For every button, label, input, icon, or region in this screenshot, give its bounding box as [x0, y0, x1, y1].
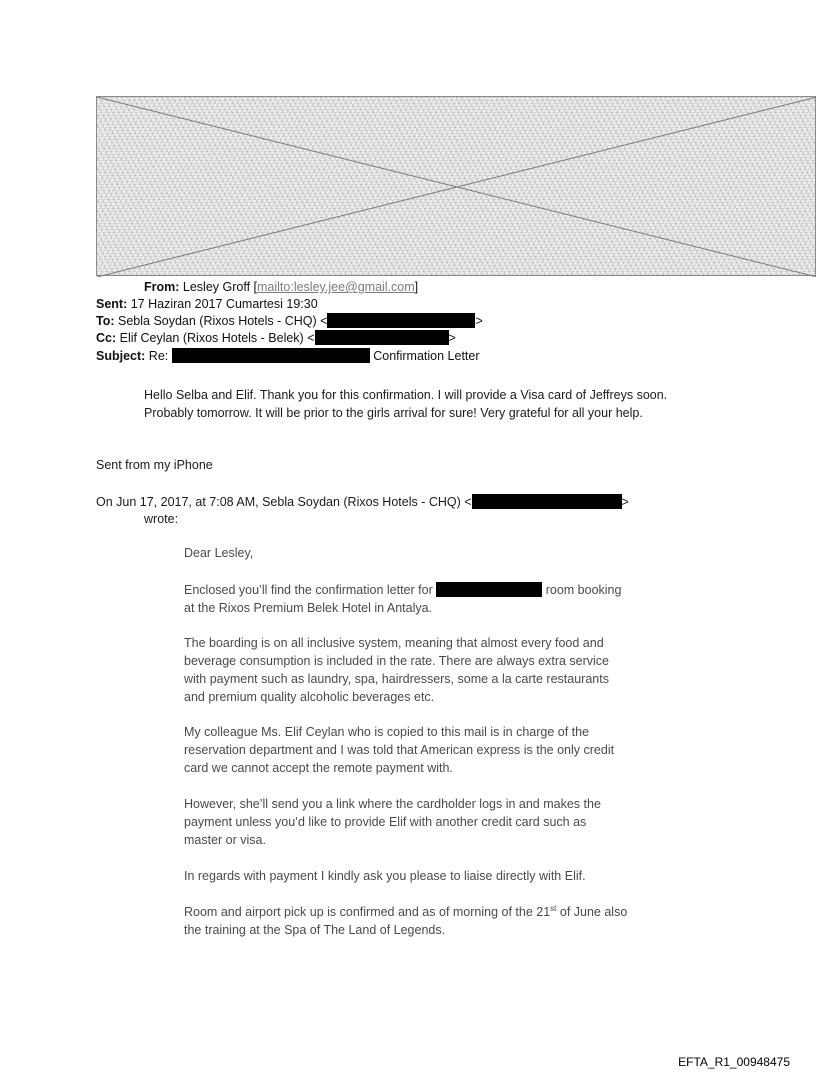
to-line [96, 313, 483, 329]
redaction-box [436, 582, 542, 597]
from-close: ] [414, 280, 419, 294]
p6-end: of June also the training at the Spa of The Land of Legends. [184, 905, 628, 937]
from-label: From: [144, 280, 180, 294]
quoted-paragraph-6 [184, 903, 634, 939]
image-placeholder [96, 96, 816, 276]
document-id: EFTA_R1_00948475 [678, 1055, 790, 1069]
quoted-greeting: Dear Lesley, [184, 546, 254, 560]
quote-intro-close: > [621, 495, 629, 509]
from-name: Lesley Groff [ [182, 280, 258, 294]
sent-value: 17 Haziran 2017 Cumartesi 19:30 [130, 297, 318, 311]
subject-value: Re: [148, 349, 169, 363]
cc-value: Elif Ceylan (Rixos Hotels - Belek) < [119, 331, 315, 345]
missing-image-placeholder-icon [97, 97, 816, 277]
from-email-link[interactable]: mailto:lesley.jee@gmail.com [257, 280, 415, 294]
redaction-box [327, 313, 475, 328]
signature: Sent from my iPhone [96, 458, 213, 472]
p6-superscript: st [550, 903, 557, 913]
quoted-paragraph-1 [184, 581, 624, 617]
p6-start: Room and airport pick up is confirmed and as of morning of the 21 [184, 905, 551, 919]
from-line [144, 279, 418, 295]
quote-intro [96, 494, 629, 510]
to-value: Sebla Soydan (Rixos Hotels - CHQ) < [118, 314, 328, 328]
quoted-paragraph-2: The boarding is on all inclusive system, meaning that almost every food and beverage consumption is included in the rate. There are always extra service with payment such as laundry, spa, hairdressers, some a la carte restaurants and premium quality alcoholic beverages etc. [184, 636, 609, 704]
quote-wrote: wrote: [144, 512, 179, 526]
to-close: > [475, 314, 483, 328]
subject-label: Subject: [96, 349, 146, 363]
to-label: To: [96, 314, 115, 328]
p1-end: room booking at the Rixos Premium Belek Hotel in Antalya. [184, 583, 622, 615]
subject-line [96, 348, 480, 364]
cc-label: Cc: [96, 331, 117, 345]
quote-intro-text: On Jun 17, 2017, at 7:08 AM, Sebla Soydan (Rixos Hotels - CHQ) < [96, 495, 472, 509]
quoted-paragraph-4: However, she’ll send you a link where the cardholder logs in and makes the payment unless you’d like to provide Elif with another credit card such as master or visa. [184, 797, 601, 847]
quoted-paragraph-5: In regards with payment I kindly ask you please to liaise directly with Elif. [184, 869, 586, 883]
sent-line [96, 296, 318, 312]
subject-suffix: Confirmation Letter [373, 349, 480, 363]
cc-line [96, 330, 456, 346]
reply-body: Hello Selba and Elif. Thank you for this confirmation. I will provide a Visa card of Jeffreys soon. Probably tomorrow. It will be prior to the girls arrival for sure! Very grateful for all your help. [144, 388, 668, 420]
p1-start: Enclosed you’ll find the confirmation letter for [184, 583, 433, 597]
redaction-box [172, 348, 370, 363]
redaction-box [315, 330, 449, 345]
quoted-paragraph-3: My colleague Ms. Elif Ceylan who is copied to this mail is in charge of the reservation department and I was told that American express is the only credit card we cannot accept the remote payment with. [184, 725, 615, 775]
cc-close: > [448, 331, 456, 345]
redaction-box [472, 494, 622, 509]
sent-label: Sent: [96, 297, 128, 311]
